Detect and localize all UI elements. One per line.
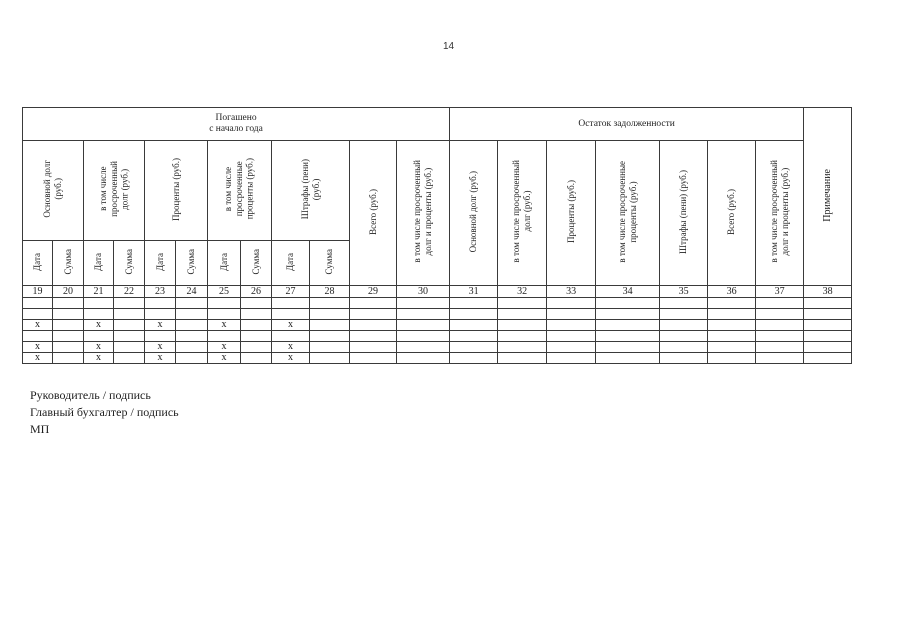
table-cell bbox=[310, 309, 350, 320]
table-cell bbox=[310, 331, 350, 342]
header-note bbox=[804, 108, 852, 286]
header-paid-overdue-principal-label: в том числе просроченный долг (руб.) bbox=[97, 161, 130, 218]
table-cell bbox=[756, 353, 804, 364]
table-cell bbox=[450, 298, 498, 309]
sum-label: Сумма bbox=[62, 248, 73, 275]
table-cell bbox=[114, 342, 145, 353]
header-paid-group bbox=[23, 108, 450, 141]
table-cell bbox=[350, 320, 397, 331]
table-cell bbox=[596, 320, 660, 331]
date-label: Дата bbox=[218, 252, 229, 271]
table-cell bbox=[23, 309, 53, 320]
table-cell bbox=[804, 342, 852, 353]
header-paid-overdue-interest bbox=[208, 141, 272, 241]
column-number-cell: 22 bbox=[114, 286, 145, 298]
header-date-27 bbox=[272, 241, 310, 286]
table-cell bbox=[450, 353, 498, 364]
header-paid-group-label: Погашено с начало года bbox=[209, 113, 263, 134]
table-cell bbox=[547, 298, 596, 309]
sum-label: Сумма bbox=[123, 248, 134, 275]
table-cell: x bbox=[208, 342, 241, 353]
header-row-columns bbox=[23, 141, 852, 241]
column-number-cell: 23 bbox=[145, 286, 176, 298]
table-cell bbox=[450, 331, 498, 342]
column-number-cell: 37 bbox=[756, 286, 804, 298]
header-sum-20 bbox=[53, 241, 84, 286]
table-cell bbox=[310, 353, 350, 364]
table-cell bbox=[310, 298, 350, 309]
column-number-cell: 24 bbox=[176, 286, 208, 298]
table-cell bbox=[272, 309, 310, 320]
sum-label: Сумма bbox=[186, 248, 197, 275]
table-cell bbox=[241, 353, 272, 364]
header-balance-interest-label: Проценты (руб.) bbox=[565, 180, 576, 244]
table-cell bbox=[176, 342, 208, 353]
table-cell bbox=[708, 298, 756, 309]
date-label: Дата bbox=[154, 252, 165, 271]
table-cell: x bbox=[272, 353, 310, 364]
date-label: Дата bbox=[93, 252, 104, 271]
table-cell: x bbox=[23, 320, 53, 331]
table-cell bbox=[114, 298, 145, 309]
sum-label: Сумма bbox=[250, 248, 261, 275]
header-sum-22 bbox=[114, 241, 145, 286]
header-balance-principal bbox=[450, 141, 498, 286]
table-cell bbox=[547, 309, 596, 320]
table-cell bbox=[498, 353, 547, 364]
table-cell: x bbox=[145, 353, 176, 364]
table-cell bbox=[450, 342, 498, 353]
header-paid-penalties-label: Штрафы (пени) (руб.) bbox=[299, 159, 321, 220]
table-row bbox=[23, 298, 852, 309]
table-cell bbox=[498, 320, 547, 331]
table-cell bbox=[53, 320, 84, 331]
table-cell bbox=[241, 309, 272, 320]
header-balance-group bbox=[450, 108, 804, 141]
table-cell bbox=[660, 353, 708, 364]
table-cell bbox=[53, 353, 84, 364]
table-cell: x bbox=[84, 353, 114, 364]
table-cell bbox=[397, 298, 450, 309]
table-cell bbox=[498, 331, 547, 342]
table-cell bbox=[84, 331, 114, 342]
column-number-cell: 26 bbox=[241, 286, 272, 298]
table-cell bbox=[145, 331, 176, 342]
table-cell bbox=[498, 298, 547, 309]
table-cell bbox=[310, 342, 350, 353]
table-cell bbox=[708, 309, 756, 320]
header-sum-28 bbox=[310, 241, 350, 286]
table-cell bbox=[547, 353, 596, 364]
column-number-cell: 30 bbox=[397, 286, 450, 298]
header-balance-total bbox=[708, 141, 756, 286]
table-cell bbox=[241, 320, 272, 331]
table-cell bbox=[756, 331, 804, 342]
column-number-cell: 35 bbox=[660, 286, 708, 298]
table-cell bbox=[547, 331, 596, 342]
table-cell bbox=[145, 309, 176, 320]
table-row bbox=[23, 309, 852, 320]
sum-label: Сумма bbox=[324, 248, 335, 275]
column-number-cell: 21 bbox=[84, 286, 114, 298]
table-cell bbox=[660, 342, 708, 353]
column-number-cell: 33 bbox=[547, 286, 596, 298]
column-number-cell: 27 bbox=[272, 286, 310, 298]
column-number-cell: 38 bbox=[804, 286, 852, 298]
table-cell: x bbox=[145, 342, 176, 353]
table-cell bbox=[241, 298, 272, 309]
table-cell bbox=[596, 309, 660, 320]
table-cell bbox=[176, 331, 208, 342]
header-paid-principal bbox=[23, 141, 84, 241]
header-date-19 bbox=[23, 241, 53, 286]
header-balance-overdue-principal-label: в том числе просроченный долг (руб.) bbox=[511, 160, 533, 263]
table-cell bbox=[114, 353, 145, 364]
table-cell bbox=[804, 309, 852, 320]
header-balance-total-label: Всего (руб.) bbox=[726, 188, 737, 235]
table-cell bbox=[596, 298, 660, 309]
table-cell bbox=[804, 320, 852, 331]
header-balance-principal-label: Основной долг (руб.) bbox=[468, 170, 479, 253]
table-cell bbox=[350, 331, 397, 342]
table-cell bbox=[350, 309, 397, 320]
table-cell bbox=[114, 320, 145, 331]
table-cell bbox=[176, 320, 208, 331]
header-paid-interest-label: Проценты (руб.) bbox=[170, 157, 181, 221]
table-cell: x bbox=[208, 320, 241, 331]
table-cell bbox=[596, 331, 660, 342]
table-cell bbox=[84, 298, 114, 309]
table-cell bbox=[241, 331, 272, 342]
table-cell bbox=[23, 298, 53, 309]
date-label: Дата bbox=[285, 252, 296, 271]
header-balance-overdue-total-label: в том числе просроченный долг и проценты (руб.) bbox=[768, 160, 790, 263]
header-row-groups bbox=[23, 108, 852, 141]
header-paid-principal-label: Основной долг (руб.) bbox=[42, 160, 63, 218]
table-cell bbox=[208, 331, 241, 342]
table-cell bbox=[756, 320, 804, 331]
table-cell bbox=[804, 331, 852, 342]
table-cell: x bbox=[23, 353, 53, 364]
table-cell bbox=[547, 320, 596, 331]
table-row bbox=[23, 331, 852, 342]
table-cell: x bbox=[272, 342, 310, 353]
table-cell bbox=[397, 320, 450, 331]
table-cell bbox=[498, 342, 547, 353]
table-cell: x bbox=[23, 342, 53, 353]
table-body bbox=[23, 286, 852, 364]
table-cell bbox=[53, 331, 84, 342]
table-cell bbox=[272, 331, 310, 342]
table-cell bbox=[84, 309, 114, 320]
column-number-cell: 32 bbox=[498, 286, 547, 298]
header-paid-overdue-total-label: в том числе просроченный долг и проценты (руб.) bbox=[412, 160, 434, 263]
column-number-cell: 34 bbox=[596, 286, 660, 298]
header-date-21 bbox=[84, 241, 114, 286]
table-cell bbox=[397, 342, 450, 353]
table-cell bbox=[547, 342, 596, 353]
header-balance-overdue-interest-label: в том числе просроченные проценты (руб.) bbox=[616, 160, 638, 263]
table-cell bbox=[756, 309, 804, 320]
table-cell bbox=[397, 309, 450, 320]
header-date-25 bbox=[208, 241, 241, 286]
table-cell bbox=[23, 331, 53, 342]
header-paid-overdue-interest-label: в том числе просроченные проценты (руб.) bbox=[223, 158, 255, 220]
header-paid-overdue-principal bbox=[84, 141, 145, 241]
seal-label: МП bbox=[30, 422, 50, 436]
table-cell bbox=[208, 309, 241, 320]
date-label: Дата bbox=[32, 252, 43, 271]
table-row bbox=[23, 320, 852, 331]
header-balance-overdue-principal bbox=[498, 141, 547, 286]
repayment-table bbox=[22, 107, 852, 364]
header-balance-overdue-total bbox=[756, 141, 804, 286]
column-number-cell: 25 bbox=[208, 286, 241, 298]
table-cell bbox=[176, 353, 208, 364]
table-cell bbox=[708, 320, 756, 331]
table-row bbox=[23, 353, 852, 364]
manager-signature-line: Руководитель / подпись bbox=[30, 388, 151, 402]
table-cell bbox=[272, 298, 310, 309]
table-cell: x bbox=[145, 320, 176, 331]
header-balance-interest bbox=[547, 141, 596, 286]
table-cell bbox=[660, 331, 708, 342]
table-cell bbox=[660, 309, 708, 320]
table-cell bbox=[53, 298, 84, 309]
column-number-cell: 36 bbox=[708, 286, 756, 298]
header-paid-total bbox=[350, 141, 397, 286]
table-cell bbox=[208, 298, 241, 309]
table-cell bbox=[596, 342, 660, 353]
table-cell bbox=[397, 353, 450, 364]
table-cell bbox=[114, 331, 145, 342]
column-number-row bbox=[23, 286, 852, 298]
table-cell: x bbox=[84, 320, 114, 331]
header-sum-26 bbox=[241, 241, 272, 286]
header-balance-penalties-label: Штрафы (пени) (руб.) bbox=[678, 169, 689, 254]
header-paid-total-label: Всего (руб.) bbox=[367, 188, 378, 235]
table-cell bbox=[756, 298, 804, 309]
table-cell bbox=[660, 298, 708, 309]
table-cell bbox=[708, 342, 756, 353]
column-number-cell: 28 bbox=[310, 286, 350, 298]
header-paid-overdue-total bbox=[397, 141, 450, 286]
signature-block bbox=[30, 387, 179, 438]
page-number: 14 bbox=[443, 41, 455, 52]
table-cell bbox=[660, 320, 708, 331]
table-cell bbox=[397, 331, 450, 342]
table-cell: x bbox=[208, 353, 241, 364]
table-cell bbox=[708, 331, 756, 342]
header-sum-24 bbox=[176, 241, 208, 286]
header-note-label: Примечание bbox=[821, 168, 833, 222]
table-cell bbox=[450, 320, 498, 331]
table-cell bbox=[53, 309, 84, 320]
header-balance-group-label: Остаток задолженности bbox=[578, 119, 675, 130]
table-cell bbox=[804, 353, 852, 364]
header-paid-interest bbox=[145, 141, 208, 241]
table-cell bbox=[53, 342, 84, 353]
header-date-23 bbox=[145, 241, 176, 286]
accountant-signature-line: Главный бухгалтер / подпись bbox=[30, 405, 179, 419]
column-number-cell: 29 bbox=[350, 286, 397, 298]
table-row bbox=[23, 342, 852, 353]
table-cell: x bbox=[84, 342, 114, 353]
table-cell bbox=[596, 353, 660, 364]
table-cell bbox=[176, 309, 208, 320]
table-cell bbox=[176, 298, 208, 309]
table-cell bbox=[708, 353, 756, 364]
header-balance-overdue-interest bbox=[596, 141, 660, 286]
table-cell bbox=[114, 309, 145, 320]
table-cell bbox=[350, 353, 397, 364]
column-number-cell: 20 bbox=[53, 286, 84, 298]
table-cell bbox=[350, 342, 397, 353]
table-cell bbox=[241, 342, 272, 353]
table-cell bbox=[756, 342, 804, 353]
table-cell bbox=[350, 298, 397, 309]
column-number-cell: 31 bbox=[450, 286, 498, 298]
table-cell bbox=[450, 309, 498, 320]
table-cell bbox=[310, 320, 350, 331]
header-paid-penalties bbox=[272, 141, 350, 241]
table-cell bbox=[498, 309, 547, 320]
column-number-cell: 19 bbox=[23, 286, 53, 298]
table-cell bbox=[804, 298, 852, 309]
table-cell: x bbox=[272, 320, 310, 331]
header-balance-penalties bbox=[660, 141, 708, 286]
table-cell bbox=[145, 298, 176, 309]
